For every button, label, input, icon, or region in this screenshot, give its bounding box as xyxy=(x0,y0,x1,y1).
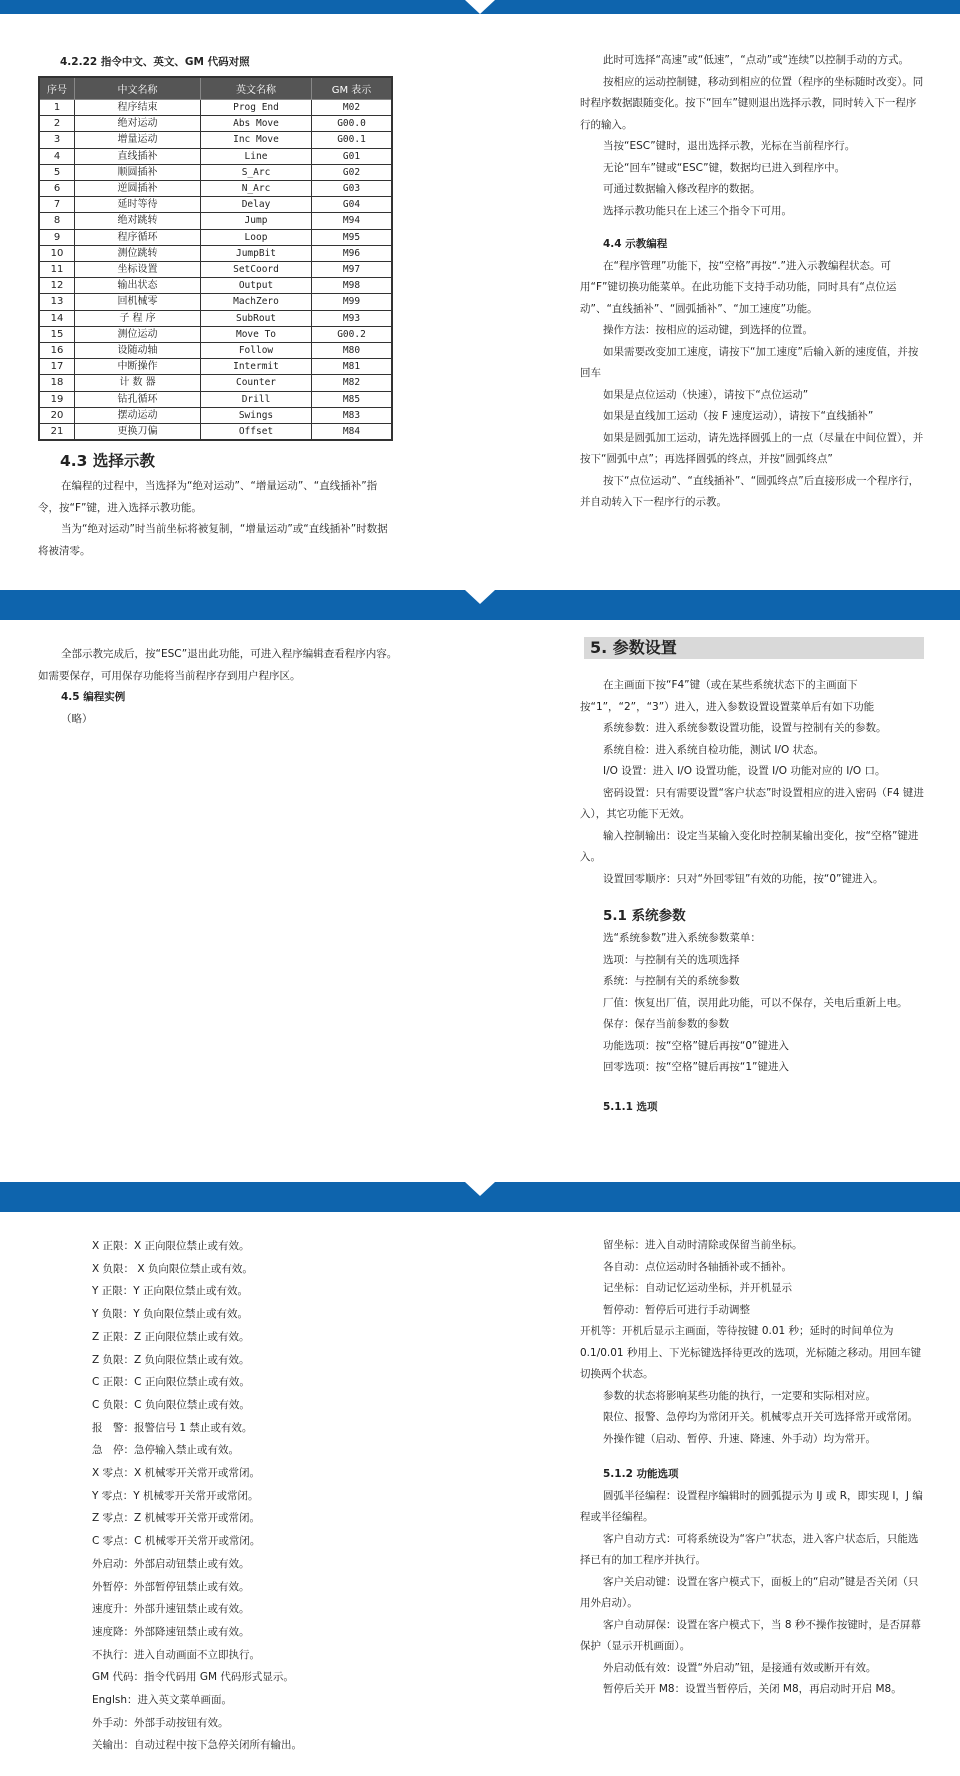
option-item: 速度降：外部降速钮禁止或有效。 xyxy=(92,1625,250,1638)
paragraph: 功能选项：按“空格”键后再按“0”键进入 xyxy=(603,1039,789,1052)
cell-english: Swings xyxy=(201,407,312,423)
cell-gm: M95 xyxy=(312,229,393,245)
paragraph: 暂停动：暂停后可进行手动调整 xyxy=(603,1303,750,1316)
middle-band-2-notch xyxy=(465,1182,495,1196)
cell-english: MachZero xyxy=(201,294,312,310)
section-5-1-title: 5.1 系统参数 xyxy=(603,908,686,924)
section-5-title: 5. 参数设置 xyxy=(590,638,677,657)
paragraph: 限位、报警、急停均为常闭开关。机械零点开关可选择常开或常闭。 xyxy=(603,1411,918,1423)
cell-index: 8 xyxy=(39,213,75,229)
cell-english: Jump xyxy=(201,213,312,229)
paragraph: 全部示教完成后，按“ESC”退出此功能，可进入程序编辑查看程序内容。如需要保存，可用保存功能将当前程序存到用户程序区。 xyxy=(38,648,398,682)
cell-gm: M94 xyxy=(312,213,393,229)
paragraph: 设置回零顺序：只对“外回零钮”有效的功能，按“0”键进入。 xyxy=(603,872,884,885)
section-4-3-title: 4.3 选择示教 xyxy=(60,452,155,470)
cell-index: 2 xyxy=(39,116,75,132)
cell-gm: G00.2 xyxy=(312,326,393,342)
cell-gm: M80 xyxy=(312,343,393,359)
cell-gm: M93 xyxy=(312,310,393,326)
paragraph: 在“程序管理”功能下，按“空格”再按“.”进入示教编程状态。可用“F”键切换功能菜单。在此功能下支持手动功能，同时具有“点位运动”、“直线插补”、“圆弧插补”、“加工速度”功能。 xyxy=(580,259,897,315)
table-row xyxy=(39,100,392,116)
cell-chinese: 绝对运动 xyxy=(75,116,201,132)
paragraph: 此时可选择“高速”或“低速”，“点动”或“连续”以控制手动的方式。 xyxy=(603,54,910,66)
option-item: 关输出：自动过程中按下急停关闭所有输出。 xyxy=(92,1739,302,1752)
cell-chinese: 钻孔循环 xyxy=(75,391,201,407)
paragraph: 各自动：点位运动时各轴插补或不插补。 xyxy=(603,1260,792,1273)
col-header-index: 序号 xyxy=(39,77,75,100)
cell-gm: G03 xyxy=(312,181,393,197)
col-header-gm: GM 表示 xyxy=(312,77,393,100)
cell-chinese: 测位跳转 xyxy=(75,245,201,261)
paragraph: 当为“绝对运动”时当前坐标将被复制，“增量运动”或“直线插补”时数据将被清零。 xyxy=(38,523,388,557)
cell-gm: M82 xyxy=(312,375,393,391)
col-header-chinese: 中文名称 xyxy=(75,77,201,100)
table-row xyxy=(39,229,392,245)
col-header-english: 英文名称 xyxy=(201,77,312,100)
paragraph: 可通过数据输入修改程序的数据。 xyxy=(603,183,761,195)
cell-english: S_Arc xyxy=(201,164,312,180)
table-row xyxy=(39,164,392,180)
cell-gm: M83 xyxy=(312,407,393,423)
table-row xyxy=(39,391,392,407)
cell-gm: M97 xyxy=(312,262,393,278)
cell-index: 17 xyxy=(39,359,75,375)
cell-chinese: 中断操作 xyxy=(75,359,201,375)
table-row xyxy=(39,294,392,310)
cell-index: 14 xyxy=(39,310,75,326)
option-item: X 负限： X 负向限位禁止或有效。 xyxy=(92,1262,253,1275)
page3-right-column xyxy=(580,1235,924,1701)
table-row xyxy=(39,310,392,326)
cell-english: Drill xyxy=(201,391,312,407)
table-row xyxy=(39,148,392,164)
cell-english: Prog End xyxy=(201,100,312,116)
paragraph: 系统参数：进入系统参数设置功能，设置与控制有关的参数。 xyxy=(603,722,887,734)
paragraph: 操作方法：按相应的运动键，到选择的位置。 xyxy=(603,324,813,336)
table-row xyxy=(39,197,392,213)
paragraph: 暂停后关开 M8：设置当暂停后，关闭 M8，再启动时开启 M8。 xyxy=(603,1683,902,1695)
option-item: 速度升：外部升速钮禁止或有效。 xyxy=(92,1603,250,1616)
cell-index: 13 xyxy=(39,294,75,310)
cell-index: 19 xyxy=(39,391,75,407)
section-5-1-1-title: 5.1.1 选项 xyxy=(603,1100,658,1113)
cell-index: 10 xyxy=(39,245,75,261)
cell-chinese: 坐标设置 xyxy=(75,262,201,278)
cell-chinese: 程序结束 xyxy=(75,100,201,116)
paragraph: 厂值：恢复出厂值，误用此功能，可以不保存，关电后重新上电。 xyxy=(603,996,908,1009)
page2-left-column xyxy=(38,644,404,730)
table-header-row xyxy=(39,77,392,100)
option-item: C 正限：C 正向限位禁止或有效。 xyxy=(92,1376,250,1389)
paragraph: 如果是直线加工运动（按 F 速度运动），请按下“直线插补” xyxy=(603,410,874,422)
paragraph: 客户自动屏保：设置在客户模式下，当 8 秒不操作按键时，是否屏幕保护（显示开机画面）。 xyxy=(580,1618,921,1652)
cell-gm: M85 xyxy=(312,391,393,407)
cell-english: Inc Move xyxy=(201,132,312,148)
cell-english: Delay xyxy=(201,197,312,213)
table-row xyxy=(39,245,392,261)
cell-english: SetCoord xyxy=(201,262,312,278)
paragraph: 输入控制输出：设定当某输入变化时控制某输出变化，按“空格”键进入。 xyxy=(580,829,919,863)
paragraph: 回零选项：按“空格”键后再按“1”键进入 xyxy=(603,1061,789,1073)
paragraph: 如果是圆弧加工运动，请先选择圆弧上的一点（尽量在中间位置），并按下“圆弧中点”；再选择圆弧的终点，并按“圆弧终点” xyxy=(580,431,924,465)
table-row xyxy=(39,359,392,375)
table-row xyxy=(39,343,392,359)
section-5-1-2-title: 5.1.2 功能选项 xyxy=(603,1468,679,1480)
cell-gm: G02 xyxy=(312,164,393,180)
paragraph: 系统自检：进入系统自检功能，测试 I/O 状态。 xyxy=(603,743,825,756)
paragraph: 在编程的过程中，当选择为“绝对运动”、“增量运动”、“直线插补”指令，按“F”键，进入选择示教功能。 xyxy=(38,480,378,514)
paragraph: 记坐标：自动记忆运动坐标，并开机显示 xyxy=(603,1282,792,1294)
spacer xyxy=(580,890,924,904)
option-item: Y 零点：Y 机械零开关常开或常闭。 xyxy=(92,1489,259,1502)
cell-gm: M02 xyxy=(312,100,393,116)
cell-chinese: 子 程 序 xyxy=(75,310,201,326)
cell-index: 20 xyxy=(39,407,75,423)
cell-english: Abs Move xyxy=(201,116,312,132)
cell-english: Intermit xyxy=(201,359,312,375)
section-4-5-title: 4.5 编程实例 xyxy=(61,691,126,703)
cell-index: 6 xyxy=(39,181,75,197)
cell-english: Loop xyxy=(201,229,312,245)
table-row xyxy=(39,262,392,278)
cell-chinese: 增量运动 xyxy=(75,132,201,148)
cell-chinese: 测位运动 xyxy=(75,326,201,342)
option-item: Z 正限：Z 正向限位禁止或有效。 xyxy=(92,1330,250,1343)
cell-gm: G04 xyxy=(312,197,393,213)
page1-right-column xyxy=(580,50,924,514)
option-item: X 零点：X 机械零开关常开或常闭。 xyxy=(92,1467,261,1480)
option-item: C 负限：C 负向限位禁止或有效。 xyxy=(92,1398,250,1411)
table-row xyxy=(39,116,392,132)
option-item: Englsh：进入英文菜单画面。 xyxy=(92,1694,232,1707)
paragraph: 如果需要改变加工速度，请按下“加工速度”后输入新的速度值，并按回车 xyxy=(580,345,919,379)
page2-right-column xyxy=(580,675,924,1118)
paragraph: 无论“回车”键或“ESC”键，数据均已进入到程序中。 xyxy=(603,161,846,174)
option-item: 急 停：急停输入禁止或有效。 xyxy=(92,1444,239,1457)
paragraph: 如果是点位运动（快速），请按下“点位运动” xyxy=(603,388,809,401)
paragraph: 选“系统参数”进入系统参数菜单： xyxy=(603,932,761,944)
paragraph: I/O 设置：进入 I/O 设置功能，设置 I/O 功能对应的 I/O 口。 xyxy=(603,765,886,777)
cell-chinese: 更换刀偏 xyxy=(75,424,201,441)
cell-index: 15 xyxy=(39,326,75,342)
option-item: Z 零点：Z 机械零开关常开或常闭。 xyxy=(92,1512,261,1525)
paragraph: 密码设置：只有需要设置“客户状态”时设置相应的进入密码（F4 键进入），其它功能下无效。 xyxy=(580,786,924,820)
cell-index: 16 xyxy=(39,343,75,359)
option-item: 报 警：报警信号 1 禁止或有效。 xyxy=(92,1421,253,1434)
cell-english: N_Arc xyxy=(201,181,312,197)
paragraph: 系统：与控制有关的系统参数 xyxy=(603,975,740,987)
cell-chinese: 延时等待 xyxy=(75,197,201,213)
cell-index: 1 xyxy=(39,100,75,116)
option-item: 外启动：外部启动钮禁止或有效。 xyxy=(92,1557,250,1570)
option-item: 外手动：外部手动按钮有效。 xyxy=(92,1716,229,1729)
top-band-notch xyxy=(465,0,495,14)
cell-chinese: 顺圆插补 xyxy=(75,164,201,180)
cell-gm: G00.0 xyxy=(312,116,393,132)
cell-gm: M99 xyxy=(312,294,393,310)
table-row xyxy=(39,213,392,229)
cell-gm: G00.1 xyxy=(312,132,393,148)
cell-english: Counter xyxy=(201,375,312,391)
cell-chinese: 设随动轴 xyxy=(75,343,201,359)
cell-index: 18 xyxy=(39,375,75,391)
cell-gm: M81 xyxy=(312,359,393,375)
table-caption: 4.2.22 指令中文、英文、GM 代码对照 xyxy=(60,56,250,68)
cell-chinese: 输出状态 xyxy=(75,278,201,294)
table-body xyxy=(39,100,392,441)
cell-gm: M98 xyxy=(312,278,393,294)
paragraph: 外操作键（启动、暂停、升速、降速、外手动）均为常开。 xyxy=(603,1432,876,1445)
paragraph: 留坐标：进入自动时清除或保留当前坐标。 xyxy=(603,1239,803,1251)
table-row xyxy=(39,424,392,441)
cell-english: Follow xyxy=(201,343,312,359)
paragraph: 保存：保存当前参数的参数 xyxy=(603,1018,729,1030)
table-row xyxy=(39,132,392,148)
cell-chinese: 逆圆插补 xyxy=(75,181,201,197)
cell-english: JumpBit xyxy=(201,245,312,261)
cell-english: Move To xyxy=(201,326,312,342)
cell-index: 12 xyxy=(39,278,75,294)
option-item: GM 代码：指令代码用 GM 代码形式显示。 xyxy=(92,1671,294,1684)
cell-english: Offset xyxy=(201,424,312,441)
cell-chinese: 摆动运动 xyxy=(75,407,201,423)
section-4-3-body xyxy=(38,476,393,562)
option-item: Z 负限：Z 负向限位禁止或有效。 xyxy=(92,1353,250,1366)
section-4-5-body: （略） xyxy=(61,712,93,725)
spacer xyxy=(580,1450,924,1464)
paragraph: 按相应的运动控制键，移动到相应的位置（程序的坐标随时改变）。同时程序数据跟随变化。按下“回车”键则退出选择示教，同时转入下一程序行的输入。 xyxy=(580,75,924,131)
cell-index: 3 xyxy=(39,132,75,148)
cell-index: 9 xyxy=(39,229,75,245)
paragraph: 开机等：开机后显示主画面，等待按键 0.01 秒；延时的时间单位为 0.1/0.01 秒用上、下光标键选择待更改的选项，光标随之移动。用回车键切换两个状态。 xyxy=(580,1325,921,1380)
section-5-title-bar xyxy=(584,637,924,659)
paragraph: 选择示教功能只在上述三个指令下可用。 xyxy=(603,204,792,217)
cell-gm: M96 xyxy=(312,245,393,261)
spacer xyxy=(580,1079,924,1097)
paragraph: 当按“ESC”键时，退出选择示教，光标在当前程序行。 xyxy=(603,140,856,152)
cell-index: 7 xyxy=(39,197,75,213)
cell-english: Output xyxy=(201,278,312,294)
option-item: 外暂停：外部暂停钮禁止或有效。 xyxy=(92,1580,250,1593)
page3-left-column xyxy=(92,1235,422,1757)
paragraph: 圆弧半径编程：设置程序编辑时的圆弧提示为 IJ 或 R，即实现 I，J 编程或半径编程。 xyxy=(580,1489,923,1523)
option-item: 不执行：进入自动画面不立即执行。 xyxy=(92,1648,260,1661)
table-row xyxy=(39,181,392,197)
option-item: Y 正限：Y 正向限位禁止或有效。 xyxy=(92,1285,249,1298)
cell-index: 11 xyxy=(39,262,75,278)
cell-chinese: 回机械零 xyxy=(75,294,201,310)
cell-chinese: 直线插补 xyxy=(75,148,201,164)
cell-index: 4 xyxy=(39,148,75,164)
section-4-4-title: 4.4 示教编程 xyxy=(603,238,668,250)
option-item: X 正限：X 正向限位禁止或有效。 xyxy=(92,1240,250,1252)
table-row xyxy=(39,407,392,423)
table-row xyxy=(39,278,392,294)
cell-gm: G01 xyxy=(312,148,393,164)
gm-code-table xyxy=(38,76,393,441)
table-row xyxy=(39,326,392,342)
cell-chinese: 绝对跳转 xyxy=(75,213,201,229)
spacer xyxy=(580,222,924,234)
option-item: Y 负限：Y 负向限位禁止或有效。 xyxy=(92,1308,249,1321)
cell-index: 21 xyxy=(39,424,75,441)
middle-band-1-notch xyxy=(465,590,495,604)
cell-gm: M84 xyxy=(312,424,393,441)
cell-chinese: 程序循环 xyxy=(75,229,201,245)
paragraph: 外启动低有效：设置“外启动”钮，是接通有效或断开有效。 xyxy=(603,1661,877,1674)
paragraph: 客户关启动键：设置在客户模式下，面板上的“启动”键是否关闭（只用外启动）。 xyxy=(580,1575,919,1609)
paragraph: 参数的状态将影响某些功能的执行，一定要和实际相对应。 xyxy=(603,1389,876,1402)
option-item: C 零点：C 机械零开关常开或常闭。 xyxy=(92,1535,261,1548)
paragraph: 在主画面下按“F4”键（或在某些系统状态下的主画面下按“1”，“2”，“3”）进入，进入参数设置设置菜单后有如下功能 xyxy=(580,679,875,713)
table-row xyxy=(39,375,392,391)
cell-english: Line xyxy=(201,148,312,164)
paragraph: 按下“点位运动”、“直线插补”、“圆弧终点”后直接形成一个程序行，并自动转入下一程序行的示教。 xyxy=(580,474,920,508)
paragraph: 客户自动方式：可将系统设为“客户”状态，进入客户状态后，只能选择已有的加工程序并执行。 xyxy=(580,1532,919,1566)
cell-chinese: 计 数 器 xyxy=(75,375,201,391)
paragraph: 选项：与控制有关的选项选择 xyxy=(603,953,740,966)
cell-index: 5 xyxy=(39,164,75,180)
cell-english: SubRout xyxy=(201,310,312,326)
